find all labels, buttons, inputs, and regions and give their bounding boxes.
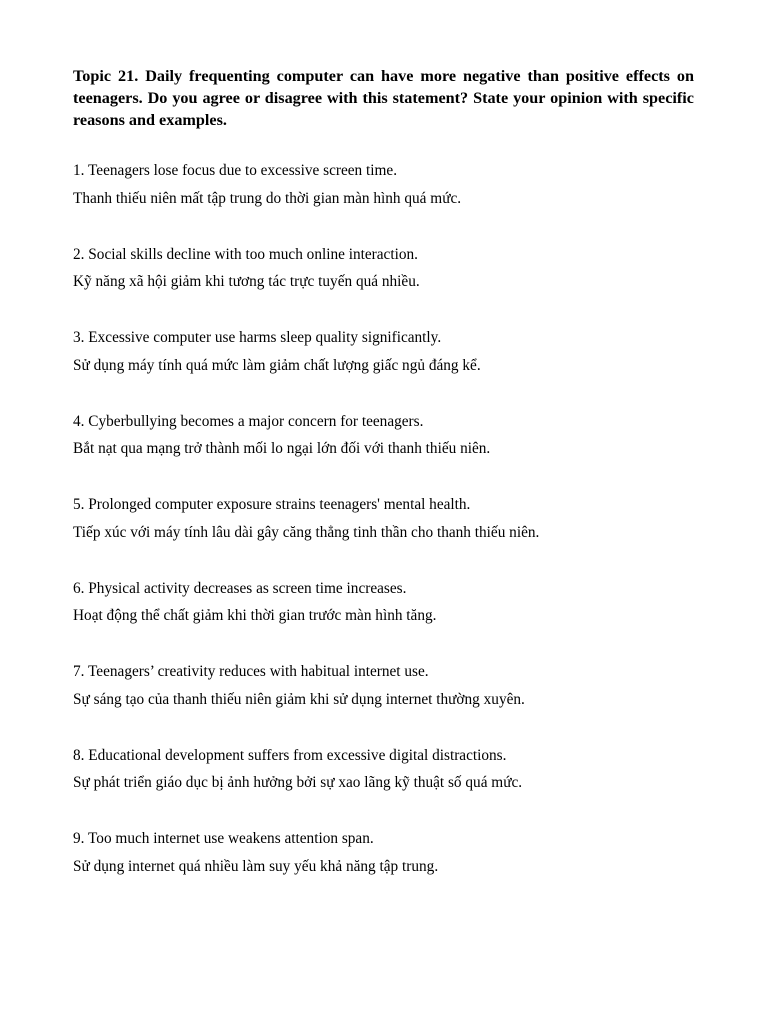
point-vietnamese: Bắt nạt qua mạng trở thành mối lo ngại lớn đối với thanh thiếu niên. xyxy=(73,440,491,458)
point-english: 6. Physical activity decreases as screen time increases. xyxy=(73,579,407,597)
list-item xyxy=(73,742,694,826)
point-vietnamese: Thanh thiếu niên mất tập trung do thời gian màn hình quá mức. xyxy=(73,189,462,207)
point-list xyxy=(73,157,694,909)
list-item xyxy=(73,157,694,241)
point-english: 5. Prolonged computer exposure strains teenagers' mental health. xyxy=(73,496,471,514)
point-english: 1. Teenagers lose focus due to excessive screen time. xyxy=(73,162,398,180)
list-item xyxy=(73,241,694,325)
point-english: 9. Too much internet use weakens attention span. xyxy=(73,830,374,848)
point-english: 7. Teenagers’ creativity reduces with habitual internet use. xyxy=(73,663,429,681)
list-item xyxy=(73,658,694,742)
list-item xyxy=(73,491,694,575)
point-vietnamese: Sử dụng máy tính quá mức làm giảm chất lượng giấc ngủ đáng kể. xyxy=(73,356,481,374)
list-item xyxy=(73,324,694,408)
point-vietnamese: Sự sáng tạo của thanh thiếu niên giảm khi sử dụng internet thường xuyên. xyxy=(73,690,525,708)
point-vietnamese: Sử dụng internet quá nhiều làm suy yếu khả năng tập trung. xyxy=(73,857,439,875)
point-vietnamese: Hoạt động thể chất giảm khi thời gian trước màn hình tăng. xyxy=(73,607,437,625)
point-english: 8. Educational development suffers from excessive digital distractions. xyxy=(73,746,507,764)
point-vietnamese: Tiếp xúc với máy tính lâu dài gây căng thẳng tinh thần cho thanh thiếu niên. xyxy=(73,523,540,541)
point-english: 4. Cyberbullying becomes a major concern for teenagers. xyxy=(73,412,424,430)
list-item xyxy=(73,825,694,909)
point-english: 3. Excessive computer use harms sleep quality significantly. xyxy=(73,329,442,347)
topic-heading: Topic 21. Daily frequenting computer can have more negative than positive effects on teenagers. Do you agree or disagree with this statement? State your opinion with specific reasons and examples. xyxy=(73,67,694,129)
point-english: 2. Social skills decline with too much online interaction. xyxy=(73,245,418,263)
list-item xyxy=(73,408,694,492)
list-item xyxy=(73,575,694,659)
point-vietnamese: Sự phát triển giáo dục bị ảnh hưởng bởi sự xao lãng kỹ thuật số quá mức. xyxy=(73,774,523,792)
point-vietnamese: Kỹ năng xã hội giảm khi tương tác trực tuyến quá nhiều. xyxy=(73,273,420,291)
